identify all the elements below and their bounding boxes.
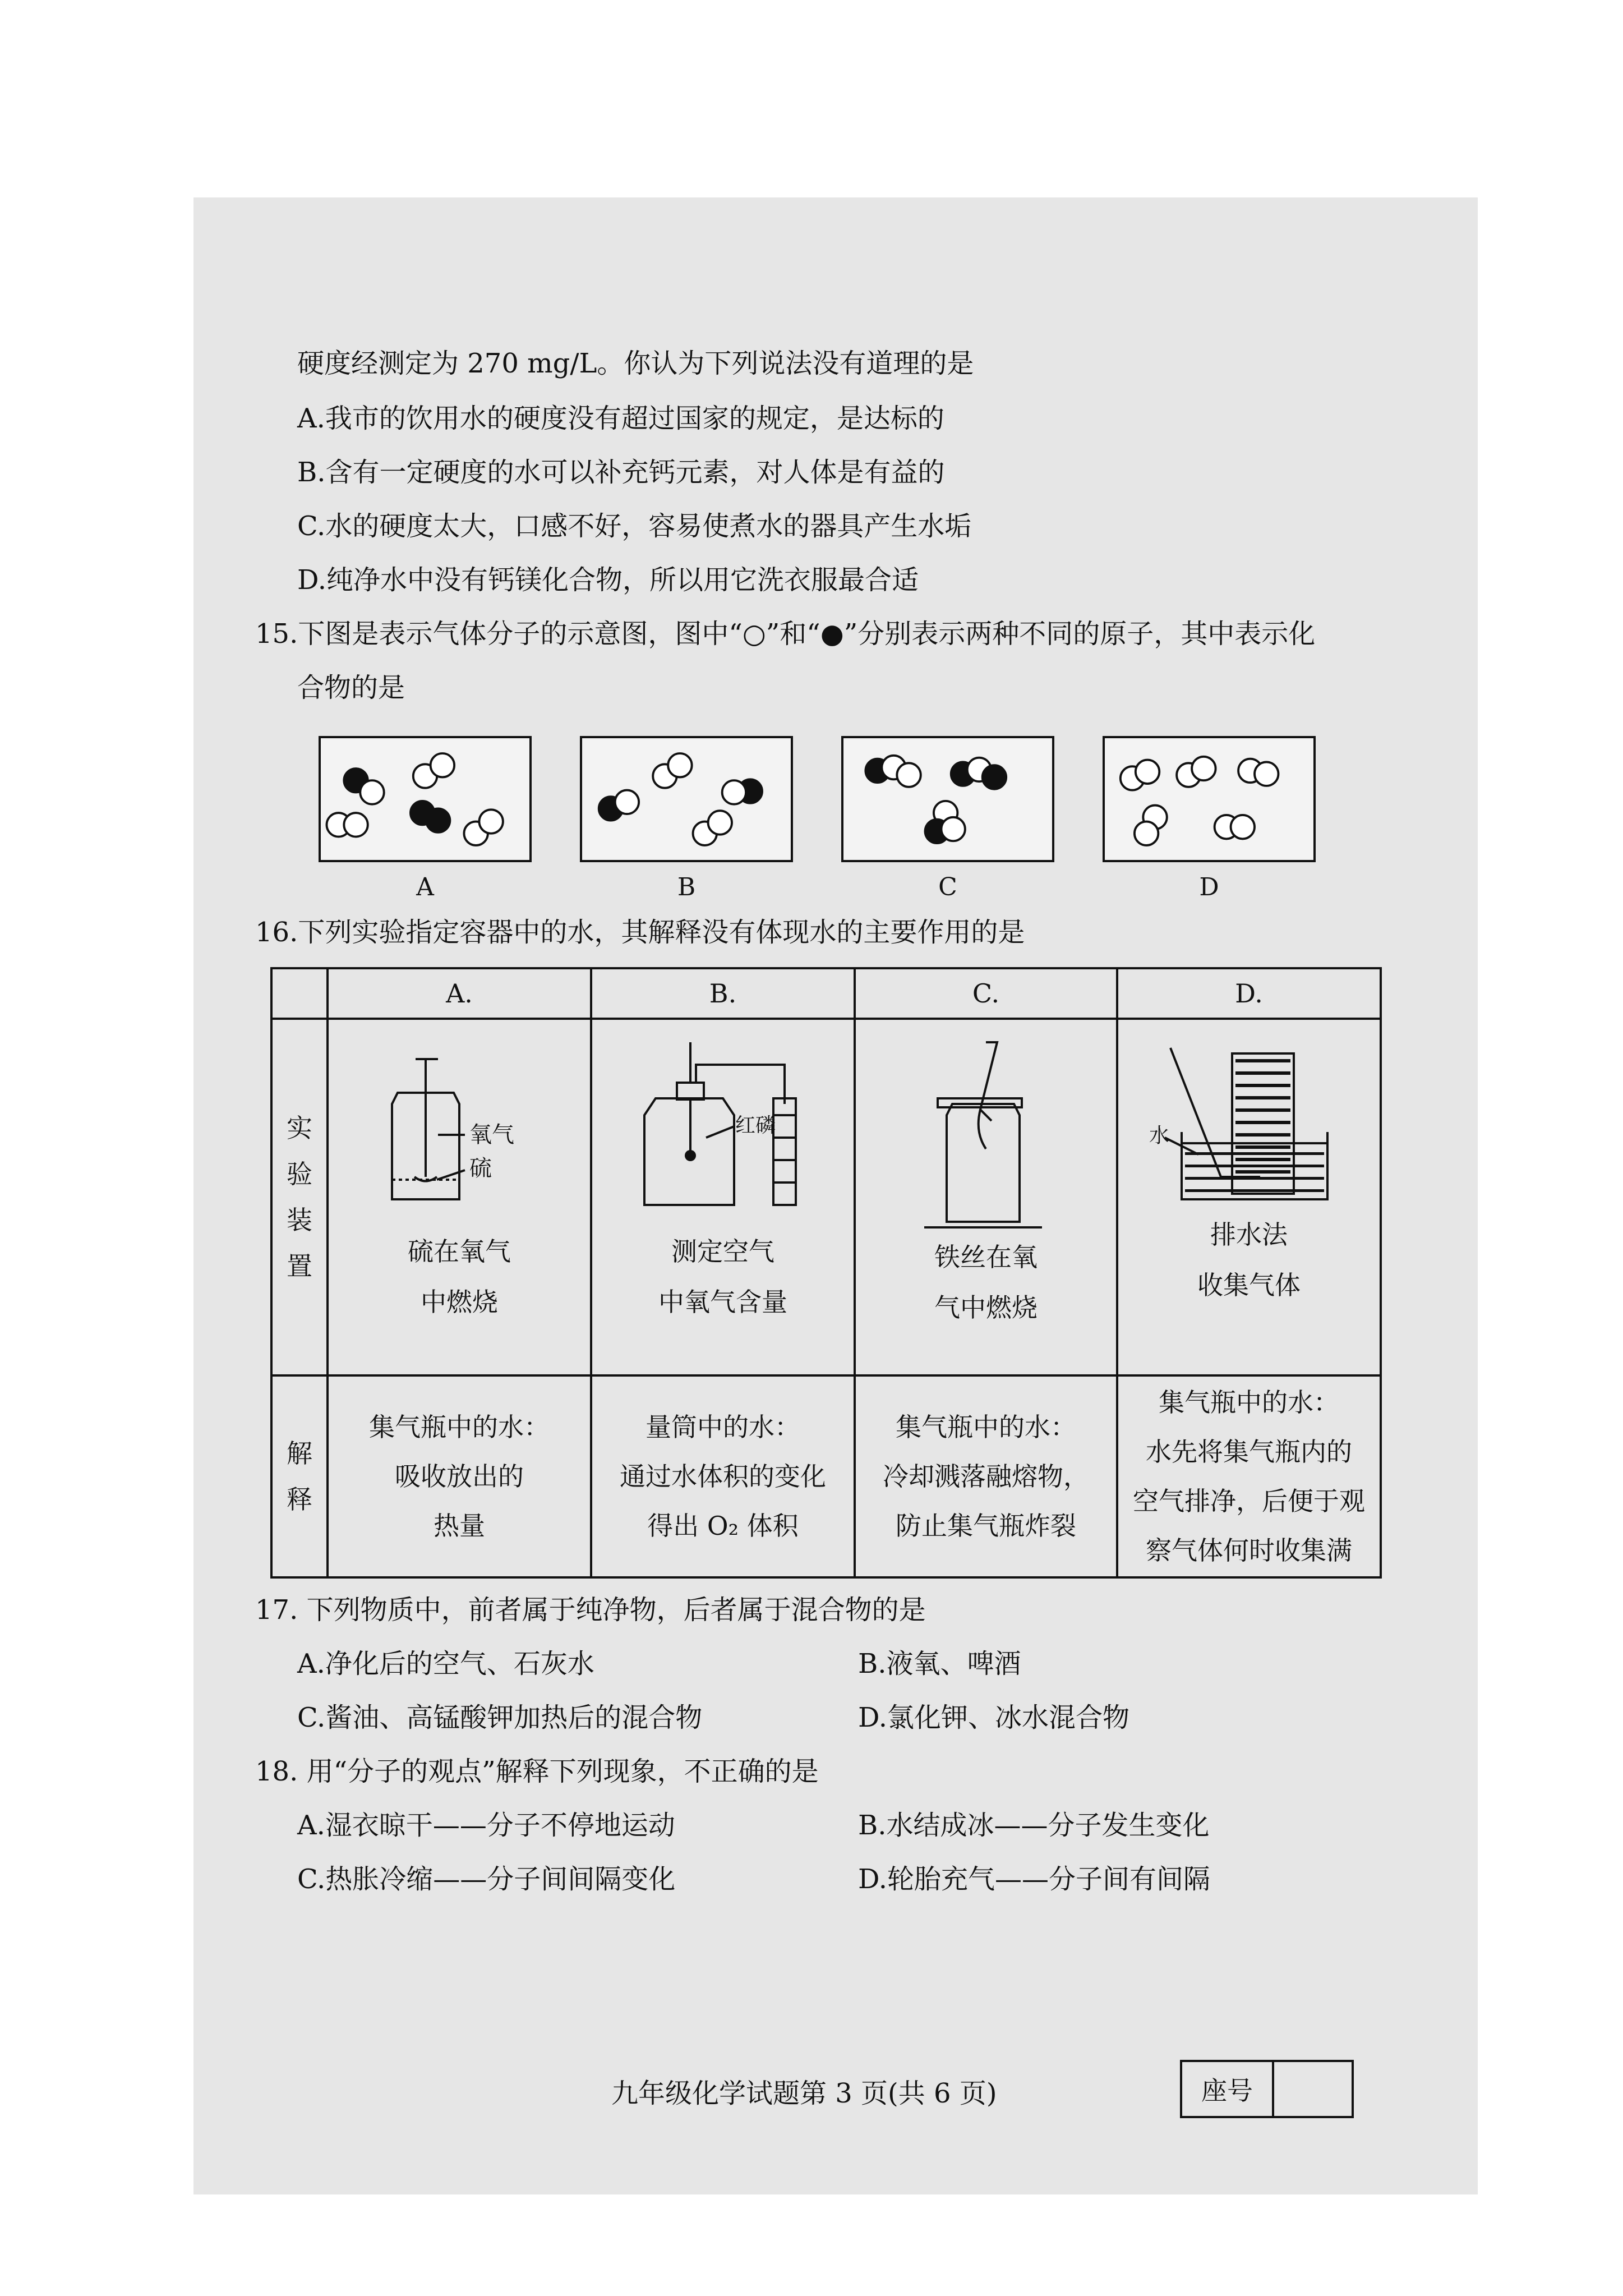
q14-option-d: D.纯净水中没有钙镁化合物，所以用它洗衣服最合适 (297, 564, 919, 596)
q16-stem: 16.下列实验指定容器中的水，其解释没有体现水的主要作用的是 (255, 917, 1025, 948)
q16-experiment-table (270, 967, 1382, 1579)
molecule-diagram-b (582, 738, 791, 860)
molecule-diagram-c (843, 738, 1052, 860)
page-footer: 九年级化学试题第 3 页(共 6 页) (611, 2078, 997, 2109)
molecule-box-d (1103, 736, 1316, 862)
molecule-label-d: D (1199, 873, 1219, 901)
header-a: A. (328, 968, 591, 1019)
header-corner (271, 968, 328, 1019)
explanation-b: 量筒中的水： 通过水体积的变化 得出 O₂ 体积 (591, 1375, 855, 1577)
device-cell-d (1117, 1019, 1381, 1375)
molecule-label-a: A (416, 873, 434, 901)
header-b: B. (591, 968, 855, 1019)
seat-number-field[interactable] (1274, 2062, 1352, 2116)
q18-option-a: A.湿衣晾干——分子不停地运动 (297, 1810, 675, 1841)
seat-label: 座号 (1182, 2062, 1274, 2116)
label-water: 水 (1149, 1124, 1170, 1147)
label-sulfur: 硫 (469, 1156, 492, 1181)
iron-wire-burning-apparatus (902, 1037, 1070, 1239)
row-label-explain: 解 释 (271, 1375, 328, 1577)
q14-option-c: C.水的硬度太大，口感不好，容易使煮水的器具产生水垢 (297, 510, 972, 542)
explanation-d: 集气瓶中的水： 水先将集气瓶内的 空气排净，后便于观 察气体何时收集满 (1117, 1375, 1381, 1577)
seat-number-box (1180, 2060, 1354, 2118)
q17-option-c: C.酱油、高锰酸钾加热后的混合物 (297, 1702, 703, 1733)
device-caption-a-line2: 中燃烧 (421, 1287, 498, 1317)
q15-stem-line1: 15.下图是表示气体分子的示意图，图中“○”和“●”分别表示两种不同的原子，其中表示化 (255, 618, 1316, 650)
molecule-label-c: C (938, 873, 957, 901)
device-caption-a-line1: 硫在氧气 (408, 1236, 511, 1267)
device-cell-c (855, 1019, 1117, 1375)
q17-stem: 17. 下列物质中，前者属于纯净物，后者属于混合物的是 (255, 1594, 926, 1626)
molecule-box-b (580, 736, 793, 862)
device-cell-a (328, 1019, 591, 1375)
device-caption-b-line2: 中氧气含量 (658, 1287, 787, 1317)
q18-option-b: B.水结成冰——分子发生变化 (858, 1810, 1210, 1841)
q17-option-d: D.氯化钾、冰水混合物 (858, 1702, 1130, 1733)
label-oxygen: 氧气 (469, 1122, 514, 1148)
explanation-a: 集气瓶中的水： 吸收放出的 热量 (328, 1375, 591, 1577)
q14-option-b: B.含有一定硬度的水可以补充钙元素，对人体是有益的 (297, 457, 945, 488)
row-label-device: 实 验 装 置 (271, 1019, 328, 1375)
explanation-row (271, 1375, 1381, 1577)
device-cell-b (591, 1019, 855, 1375)
device-row (271, 1019, 1381, 1375)
device-caption-d-line1: 排水法 (1210, 1220, 1288, 1250)
molecule-box-a (319, 736, 532, 862)
header-c: C. (855, 968, 1117, 1019)
molecule-label-b: B (677, 873, 696, 901)
explanation-c: 集气瓶中的水： 冷却溅落融熔物， 防止集气瓶炸裂 (855, 1375, 1117, 1577)
label-red-phosphorus: 红磷 (735, 1114, 776, 1137)
device-caption-b-line1: 测定空气 (671, 1236, 774, 1267)
molecule-diagram-d (1105, 738, 1313, 860)
q18-option-c: C.热胀冷缩——分子间间隔变化 (297, 1864, 676, 1895)
device-caption-d-line2: 收集气体 (1197, 1270, 1301, 1300)
water-displacement-apparatus (1148, 1037, 1350, 1216)
device-caption-c-line2: 气中燃烧 (934, 1292, 1038, 1323)
q15-stem-line2: 合物的是 (297, 672, 405, 703)
q18-option-d: D.轮胎充气——分子间有间隔 (858, 1864, 1211, 1895)
device-caption-c-line1: 铁丝在氧 (934, 1242, 1038, 1272)
molecule-diagram-a (321, 738, 529, 860)
table-header-row (271, 968, 1381, 1019)
q14-stem-tail: 硬度经测定为 270 mg/L。你认为下列说法没有道理的是 (297, 348, 974, 379)
oxygen-content-apparatus (622, 1037, 824, 1216)
header-d: D. (1117, 968, 1381, 1019)
q17-option-b: B.液氧、啤酒 (858, 1648, 1021, 1680)
molecule-box-c (841, 736, 1054, 862)
q17-option-a: A.净化后的空气、石灰水 (297, 1648, 594, 1680)
sulfur-burning-apparatus (375, 1037, 543, 1216)
q18-stem: 18. 用“分子的观点”解释下列现象，不正确的是 (255, 1756, 819, 1787)
q14-option-a: A.我市的饮用水的硬度没有超过国家的规定，是达标的 (297, 403, 944, 434)
